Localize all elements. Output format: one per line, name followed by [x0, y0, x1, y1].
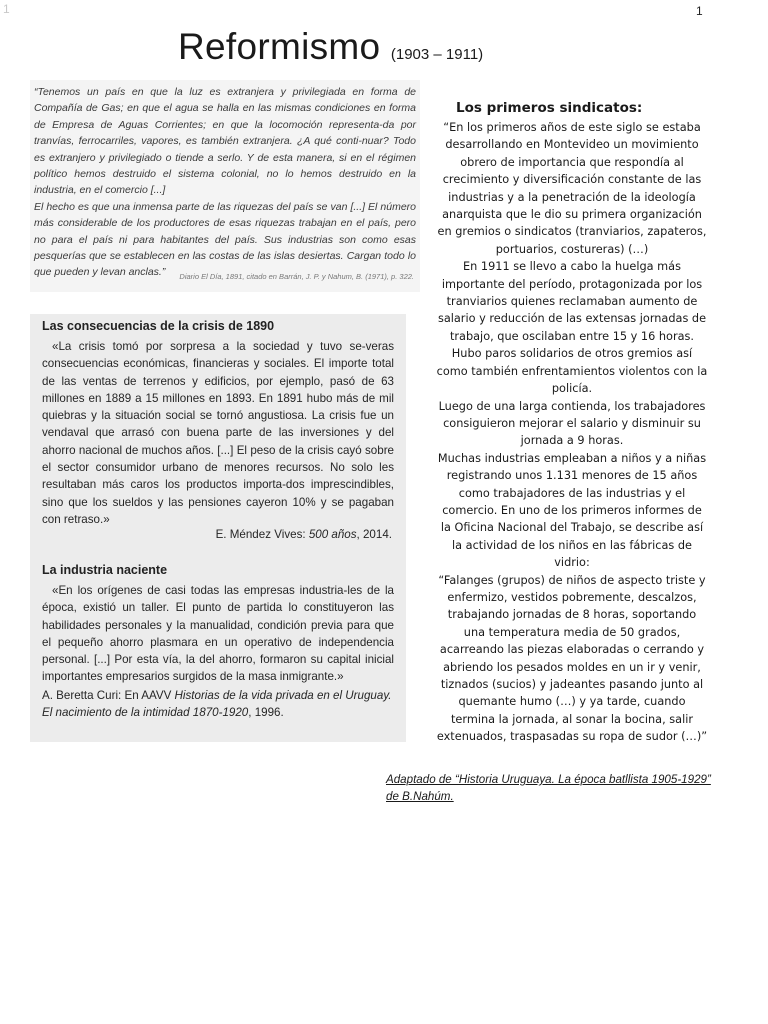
industria-year: , 1996.	[248, 706, 284, 719]
adapted-source-note: Adaptado de “Historia Uruguaya. La época batllista 1905-1929” de B.Nahúm.	[386, 773, 711, 803]
crisis-heading: Las consecuencias de la crisis de 1890	[42, 319, 275, 333]
textbook-excerpt-box	[30, 314, 406, 742]
industria-heading: La industria naciente	[42, 563, 168, 577]
corner-page-mark: 1	[3, 2, 10, 16]
quote-excerpt-image	[30, 80, 420, 292]
quote-text	[34, 84, 416, 281]
sindicatos-column	[436, 100, 708, 746]
industria-paragraph: «En los orígenes de casi todas las empresas industria-les de la época, existió un taller. El punto de partida lo constituyeron las habilidades personales y la manualidad, condición previa para que el pequeño ahorro plasmara en un operativo de independencia personal. [...] Por esta vía, la del ahorro, formaron su capital inicial importantes empresarios surgidos de la masa inmigrante.»	[42, 584, 394, 684]
industria-citation	[42, 687, 394, 721]
sindicatos-paragraph-5: “Falanges (grupos) de niños de aspecto triste y enfermizo, vestidos pobremente, descalzos, trabajando jornadas de 8 horas, soportando una temperatura media de 50 grados, acarreando las piezas elaboradas o cerrando y abriendo los pesados moldes en un ir y venir, tiznados (sucios) y jadeantes pasando junto al quemante humo (…) y ya tarde, cuando termina la jornada, al sonar la bocina, salir extenuados, traspasadas su ropa de sudor (…)”	[436, 573, 708, 744]
quote-paragraph-1: “Tenemos un país en que la luz es extranjera y privilegiada en forma de Compañía de Gas; en que el agua se halla en las mismas condiciones en forma de Empresa de Aguas Corrientes; en que la locomoción representa-da por tranvías, ferrocarriles, vapores, es también extranjera. ¿A qué conti-nuar? Todo es extranjero y privilegiado o tiende a serlo. Y de esta manera, si en el régimen político hemos destruido el sistema colonial, no lo hemos destruido en la industria, en el comercio [...]	[34, 86, 416, 197]
sindicatos-paragraph-4: Muchas industrias empleaban a niños y a niñas registrando unos 1.131 menores de 15 años como trabajadores de las industrias y el comercio. En uno de los primeros informes de la Oficina Nacional del Trabajo, se describe así la actividad de los niños en las fábricas de vidrio:	[437, 451, 707, 570]
sindicatos-paragraph-1: “En los primeros años de este siglo se estaba desarrollando en Montevideo un movimiento obrero de importancia que respondía al crecimiento y diversificación constante de las industrias y a la penetración de la ideología anarquista que le dio su primera organización en gremios o sindicatos (tranviarios, zapateros, portuarios, costureras) (…)	[437, 121, 707, 256]
title-years: (1903 – 1911)	[390, 46, 484, 63]
industria-text	[42, 582, 394, 686]
page-number: 1	[696, 4, 703, 18]
title-text: Reformismo	[178, 26, 381, 67]
crisis-year: , 2014.	[356, 528, 392, 541]
sindicatos-paragraph-3: Luego de una larga contienda, los trabajadores consiguieron mejorar el salario y disminuir su jornada a 9 horas.	[438, 399, 706, 448]
quote-paragraph-2: El hecho es que una inmensa parte de las riquezas del país se van [...] El número más considerable de los productores de esas riquezas trabajan en el país, pero no para el país ni para habitantes del país. Sus industrias son como esas pesquerías que se establecen en las costas de las islas desiertas. Cargan todo lo que pueden y levan anclas.”	[34, 200, 416, 279]
quote-source: Diario El Día, 1891, citado en Barrán, J. P. y Nahum, B. (1971), p. 322.	[179, 272, 414, 281]
crisis-paragraph: «La crisis tomó por sorpresa a la sociedad y tuvo se-veras consecuencias económicas, financieras y sociales. El importe total de las ventas de terrenos y edificios, por ejemplo, pasó de 63 millones en 1889 a 15 millones en 1893. En 1891 hubo más de mil quiebras y la situación social se tornó angustiosa. La crisis fue un vendaval que arrasó con buena parte de las inversiones y del ahorro nacional de muchos años. [...] El peso de la crisis cayó sobre el sector consumidor urbano de menores recursos. No solo les resultaban más caros los productos importa-dos imprescindibles, sino que los sueldos y las pensiones cayeron 10% y se pagaban con retraso.»	[42, 340, 394, 526]
crisis-work: 500 años	[308, 528, 357, 541]
industria-author: A. Beretta Curi: En AAVV	[42, 689, 175, 702]
crisis-citation	[216, 528, 392, 541]
sindicatos-heading: Los primeros sindicatos:	[456, 100, 643, 116]
page-title	[178, 26, 483, 68]
sindicatos-paragraph-2: En 1911 se llevo a cabo la huelga más importante del período, protagonizada por los tranviarios quienes reclamaban aumento de salario y reducción de las extensas jornadas de trabajo, que oscilaban entre 15 y 16 horas. Hubo paros solidarios de otros gremios así como también enfrentamientos violentos con la policía.	[436, 260, 708, 396]
crisis-text	[42, 338, 394, 528]
industria-work: Historias de la vida privada en el Uruguay. El nacimiento de la intimidad 1870-1920	[42, 689, 392, 719]
crisis-author: E. Méndez Vives:	[215, 528, 309, 541]
